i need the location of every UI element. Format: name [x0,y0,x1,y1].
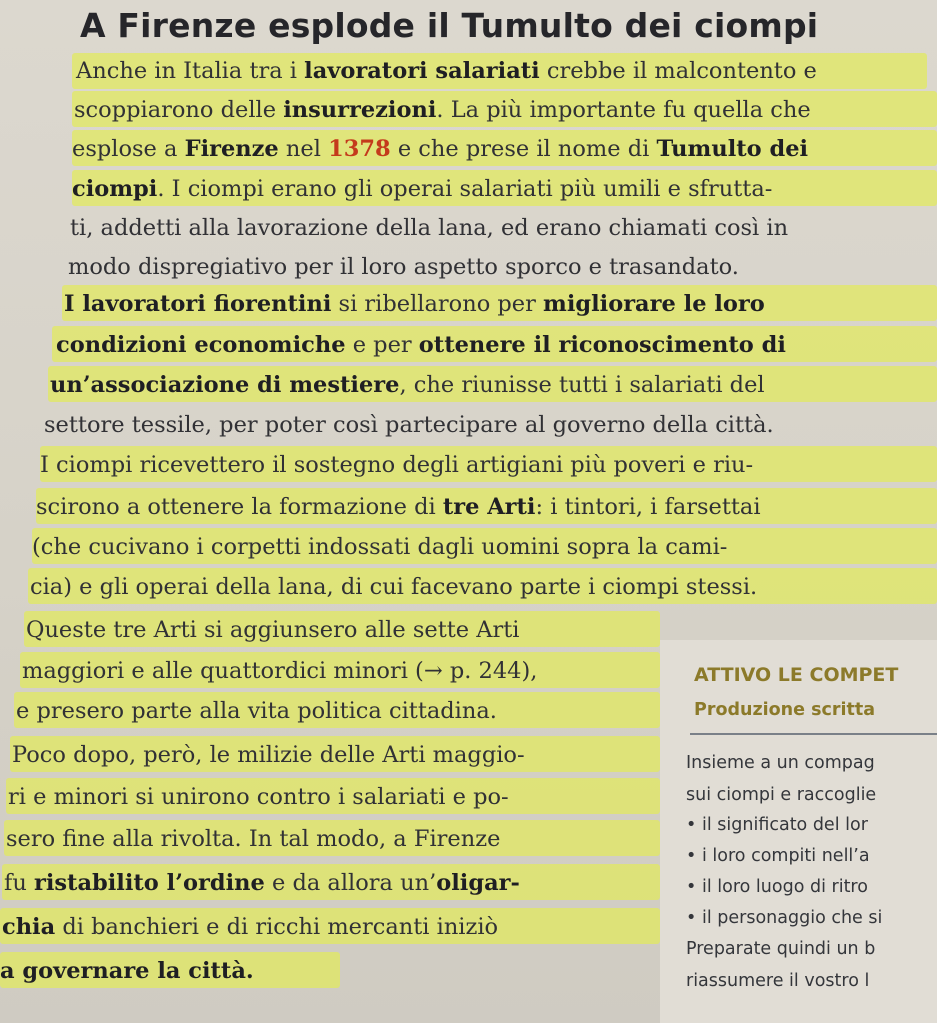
text-line: cia) e gli operai della lana, di cui facevano parte i ciompi stessi. [30,574,758,600]
bold-term: ottenere il riconoscimento di [418,332,786,358]
text-line [64,287,765,321]
sidebar-bullet [686,843,870,869]
text-line: Poco dopo, però, le milizie delle Arti maggio- [12,742,525,768]
text-line [4,866,520,900]
sidebar-heading: ATTIVO LE COMPET [694,664,899,686]
bullet-text: il personaggio che si [702,908,883,928]
text-run: . I ciompi erano gli operai salariati più umili e sfrutta- [157,176,773,202]
bold-term: chia [2,914,56,940]
bullet-text: i loro compiti nell’a [702,846,870,866]
bullet-icon: • [686,908,697,928]
text-run: fu [4,870,34,896]
text-line: modo dispregiativo per il loro aspetto sporco e trasandato. [68,254,739,280]
text-line: ri e minori si unirono contro i salariati e po- [8,784,509,810]
sidebar-bullet [686,874,868,900]
bold-term: migliorare le loro [543,291,765,317]
section-title: A Firenze esplode il Tumulto dei ciompi [80,6,819,45]
text-run: Anche in Italia tra i [76,58,305,84]
text-line: I ciompi ricevettero il sostegno degli artigiani più poveri e riu- [40,452,754,478]
text-line [50,368,765,402]
text-line: maggiori e alle quattordici minori (→ p. 244), [22,658,538,684]
text-run: di banchieri e di ricchi mercanti iniziò [55,914,499,940]
text-line [72,172,772,206]
year-highlight: 1378 [328,136,391,162]
bold-term: tre Arti [442,494,536,520]
text-run: esplose a [72,136,185,162]
bold-term: oligar- [436,870,520,896]
text-line [76,54,817,88]
text-line: ti, addetti alla lavorazione della lana, ed erano chiamati così in [70,215,789,241]
sidebar-subheading: Produzione scritta [694,700,876,720]
text-line [56,328,786,362]
text-line: (che cucivano i corpetti indossati dagli uomini sopra la cami- [32,534,728,560]
bold-term: ciompi [72,176,158,202]
bold-term: lavoratori salariati [304,58,540,84]
text-line [74,93,811,127]
text-run: e che prese il nome di [390,136,657,162]
bold-term: condizioni economiche [56,332,346,358]
sidebar-divider [690,733,937,735]
text-run: nel [278,136,329,162]
text-run: . La più importante fu quella che [436,97,811,123]
sidebar-text: Preparate quindi un b [686,939,876,959]
text-line [2,910,498,944]
bullet-text: il significato del lor [702,815,868,835]
text-line [72,132,808,166]
bullet-icon: • [686,877,697,897]
sidebar-text: riassumere il vostro l [686,971,870,991]
bold-term: I lavoratori fiorentini [64,291,332,317]
text-line: Queste tre Arti si aggiunsero alle sette Arti [26,617,520,643]
text-line: sero fine alla rivolta. In tal modo, a Firenze [6,826,501,852]
bullet-text: il loro luogo di ritro [702,877,868,897]
bold-term: Tumulto dei [656,136,809,162]
text-run: e per [345,332,419,358]
text-run: si ribellarono per [331,291,544,317]
text-line [0,954,254,988]
bold-term: Firenze [184,136,279,162]
text-run: , che riunisse tutti i salariati del [399,372,765,398]
text-line: settore tessile, per poter così partecipare al governo della città. [44,412,774,438]
bullet-icon: • [686,846,697,866]
text-line [36,490,761,524]
bold-term: un’associazione di mestiere [50,372,400,398]
text-run: e da allora un’ [264,870,437,896]
text-run: scoppiarono delle [74,97,284,123]
bold-term: a governare la città. [0,958,254,984]
text-run: : i tintori, i farsettai [535,494,761,520]
bold-term: insurrezioni [283,97,437,123]
sidebar-bullet [686,905,882,931]
sidebar-text: Insieme a un compag [686,753,875,773]
text-run: scirono a ottenere la formazione di [36,494,443,520]
text-run: crebbe il malcontento e [539,58,817,84]
bold-term: ristabilito l’ordine [33,870,265,896]
text-line: e presero parte alla vita politica cittadina. [16,698,497,724]
bullet-icon: • [686,815,697,835]
sidebar-bullet [686,812,868,838]
sidebar-text: sui ciompi e raccoglie [686,785,877,805]
